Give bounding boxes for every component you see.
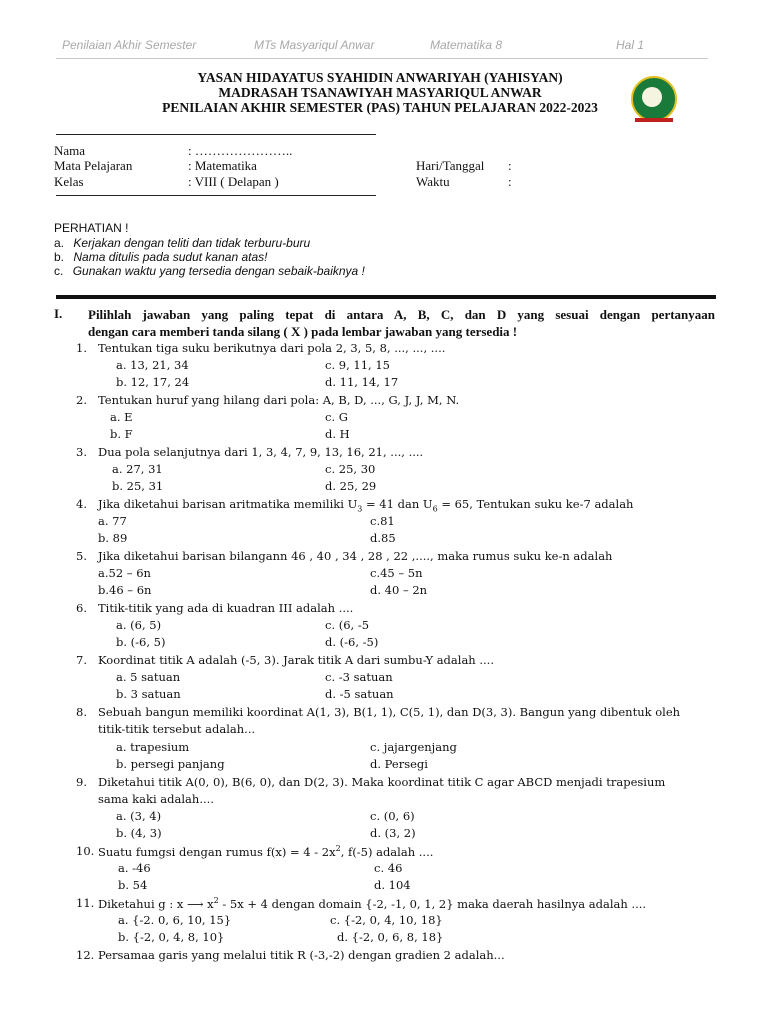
option-c[interactable]: c. jajargenjang [370,740,457,754]
option-a[interactable]: a. 13, 21, 34 [116,358,189,372]
option-a[interactable]: a. E [110,410,133,424]
date-label: Hari/Tanggal [416,158,485,173]
option-a[interactable]: a. trapesium [116,740,190,754]
option-b[interactable]: b. 3 satuan [116,687,181,701]
notice-item [54,236,310,250]
question-text-cont: sama kaki adalah.... [98,792,214,806]
option-c[interactable]: c. (6, -5 [325,618,370,632]
question-text: Diketahui titik A(0, 0), B(6, 0), dan D(2, 3). Maka koordinat titik C agar ABCD menjadi trapesium [98,775,666,789]
question-text: Jika diketahui barisan bilangann 46 , 40 , 34 , 28 , 22 ,...., maka rumus suku ke-n adalah [98,549,613,563]
notice-marker: b. [54,250,65,264]
option-b[interactable]: b. 54 [118,878,148,892]
option-b[interactable]: b. 12, 17, 24 [116,375,190,389]
notice-title: PERHATIAN ! [54,221,129,235]
notice-item [54,264,365,278]
option-a[interactable]: a.52 – 6n [98,566,151,580]
option-b[interactable]: b. {-2, 0, 4, 8, 10} [118,930,225,944]
subject-value: : Matematika [188,158,257,173]
option-c[interactable]: c. 46 [374,861,403,875]
option-b[interactable]: b. 25, 31 [112,479,164,493]
option-b[interactable]: b. F [110,427,133,441]
option-b[interactable]: b.46 – 6n [98,583,152,597]
school-logo [631,76,677,122]
option-a[interactable]: a. 5 satuan [116,670,181,684]
name-label: Nama [54,143,86,158]
time-label: Waktu [416,174,450,189]
question-text: Sebuah bangun memiliki koordinat A(1, 3), B(1, 1), C(5, 1), dan D(3, 3). Bangun yang dibentuk oleh [98,705,681,719]
question-text: Tentukan huruf yang hilang dari pola: A, B, D, ..., G, J, J, M, N. [98,393,460,407]
date-field[interactable]: : [508,158,512,173]
option-c[interactable]: c. (0, 6) [370,809,415,823]
section-number: I. [54,306,63,321]
option-c[interactable]: c. 25, 30 [325,462,376,476]
question-number: 9. [76,775,87,789]
option-a[interactable]: a. (6, 5) [116,618,162,632]
question-text: Jika diketahui barisan aritmatika memiliki $U_3 = 41$ dan $U_6 = 65$, Tentukan suku ke-7 adalah [98,497,634,514]
option-d[interactable]: d. 25, 29 [325,479,377,493]
option-d[interactable]: d. 11, 14, 17 [325,375,399,389]
question-text: Dua pola selanjutnya dari 1, 3, 4, 7, 9, 13, 16, 21, ..., .... [98,445,424,459]
option-b[interactable]: b. (-6, 5) [116,635,166,649]
class-value: : VIII ( Delapan ) [188,174,279,189]
notice-marker: c. [54,264,64,278]
question-number: 8. [76,705,87,719]
time-field[interactable]: : [508,174,512,189]
option-c[interactable]: c. {-2, 0, 4, 10, 18} [330,913,443,927]
question-number: 1. [76,341,87,355]
question-number: 6. [76,601,87,615]
question-number: 12. [76,948,95,962]
running-header [56,38,708,59]
option-a[interactable]: a. -46 [118,861,151,875]
notice-text: Kerjakan dengan teliti dan tidak terburu-buru [73,236,311,250]
question-number: 3. [76,445,87,459]
option-d[interactable]: d. 104 [374,878,411,892]
question-text: Tentukan tiga suku berikutnya dari pola 2, 3, 5, 8, ..., ..., .... [98,341,446,355]
option-d[interactable]: d. 40 – 2n [370,583,428,597]
question-number: 2. [76,393,87,407]
question-text: Titik-titik yang ada di kuadran III adalah .... [98,601,354,615]
option-d[interactable]: d.85 [370,531,396,545]
school-name: MADRASAH TSANAWIYAH MASYARIQUL ANWAR [218,85,542,100]
school-logo-ribbon [635,118,673,122]
question-text-cont: titik-titik tersebut adalah... [98,722,256,736]
option-b[interactable]: b. (4, 3) [116,826,162,840]
option-a[interactable]: a. (3, 4) [116,809,162,823]
exam-title: PENILAIAN AKHIR SEMESTER (PAS) TAHUN PELAJARAN 2022-2023 [162,100,598,115]
option-b[interactable]: b. 89 [98,531,128,545]
option-d[interactable]: d. -5 satuan [325,687,394,701]
name-field[interactable]: : ………………….. [188,143,293,158]
option-c[interactable]: c.81 [370,514,395,528]
identity-bottom-rule [56,195,376,196]
option-c[interactable]: c. G [325,410,348,424]
option-a[interactable]: a. 77 [98,514,127,528]
header-page: Hal 1 [616,38,645,52]
notice-marker: a. [54,236,65,250]
option-c[interactable]: c. 9, 11, 15 [325,358,390,372]
option-d[interactable]: d. H [325,427,350,441]
identity-top-rule [56,134,376,135]
section-instruction [88,306,715,340]
question-text: Persamaa garis yang melalui titik R (-3,-2) dengan gradien 2 adalah... [98,948,505,962]
header-exam-name: Penilaian Akhir Semester [62,38,197,52]
option-d[interactable]: d. (3, 2) [370,826,416,840]
option-c[interactable]: c. -3 satuan [325,670,393,684]
option-b[interactable]: b. persegi panjang [116,757,225,771]
notice-text: Gunakan waktu yang tersedia dengan sebaik-baiknya ! [72,264,365,278]
section-divider [56,295,716,299]
option-d[interactable]: d. Persegi [370,757,428,771]
header-subject: Matematika 8 [430,38,503,52]
notice-text: Nama ditulis pada sudut kanan atas! [73,250,268,264]
section-instruction-line2: dengan cara memberi tanda silang ( X ) pada lembar jawaban yang tersedia ! [88,324,518,339]
header-school: MTs Masyariqul Anwar [254,38,375,52]
subject-label: Mata Pelajaran [54,158,133,173]
question-number: 11. [76,896,95,910]
section-instruction-line1: Pilihlah jawaban yang paling tepat di antara A, B, C, dan D yang sesuai dengan pertanyaan [88,307,715,322]
question-text: Diketahui g : x ⟶ $x^2 - 5x + 4$ dengan domain {-2, -1, 0, 1, 2} maka daerah hasilnya adalah .... [98,896,647,911]
foundation-name: YASAN HIDAYATUS SYAHIDIN ANWARIYAH (YAHISYAN) [197,70,563,85]
option-a[interactable]: a. {-2. 0, 6, 10, 15} [118,913,232,927]
class-label: Kelas [54,174,84,189]
question-number: 5. [76,549,87,563]
question-number: 10. [76,844,95,858]
question-number: 4. [76,497,87,511]
question-text: Koordinat titik A adalah (-5, 3). Jarak titik A dari sumbu-Y adalah .... [98,653,494,667]
notice-item [54,250,267,264]
question-number: 7. [76,653,87,667]
option-c[interactable]: c.45 – 5n [370,566,423,580]
option-a[interactable]: a. 27, 31 [112,462,163,476]
option-d[interactable]: d. (-6, -5) [325,635,379,649]
question-text: Suatu fumgsi dengan rumus $f(x) = 4 - 2x^2$, f(-5) adalah .... [98,844,434,859]
option-d[interactable]: d. {-2, 0, 6, 8, 18} [337,930,444,944]
